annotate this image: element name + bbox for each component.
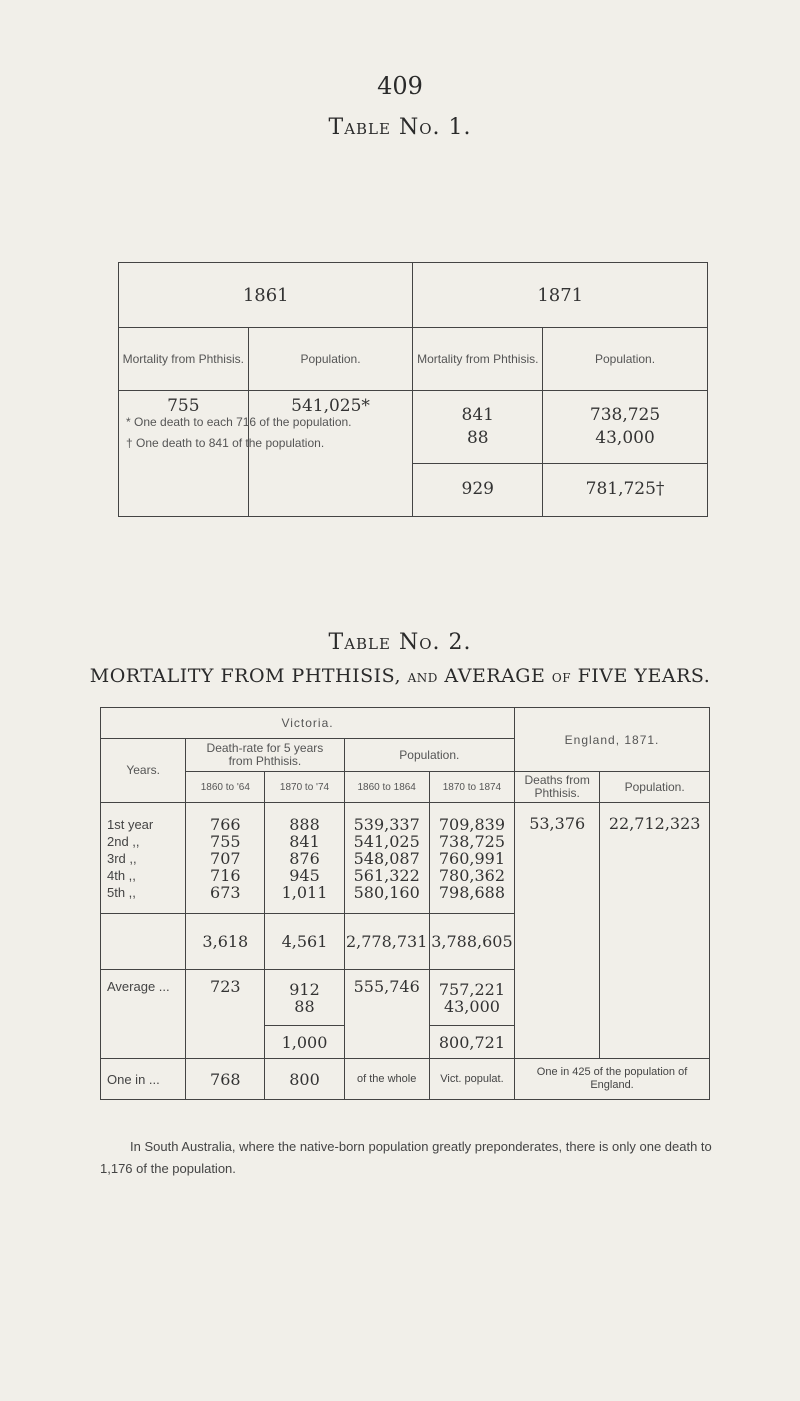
- mortality-total-1871: 929: [413, 463, 543, 516]
- deathrate-1860-64: 766 755 707 716 673: [186, 803, 265, 914]
- england-header: England, 1871.: [515, 708, 710, 772]
- subtitle-part: OF: [551, 671, 572, 685]
- population-1871: 738,725 43,000: [543, 391, 708, 464]
- average-deathrate-1870-74: 912 88: [265, 970, 344, 1026]
- col-mortality-1871: Mortality from Phthisis.: [413, 328, 543, 391]
- col-population-1861: Population.: [248, 328, 413, 391]
- footnote-2: † One death to 841 of the population.: [126, 436, 325, 450]
- deathrate-1870-74: 888 841 876 945 1,011: [265, 803, 344, 914]
- population-total-1871: 781,725†: [543, 463, 708, 516]
- england-deaths: 53,376: [515, 803, 600, 1059]
- total-deathrate-1860-64: 3,618: [186, 914, 265, 970]
- subheader-1870-1874: 1870 to 1874: [429, 772, 514, 803]
- total-deathrate-1870-74: 4,561: [265, 914, 344, 970]
- empty-cell: [119, 463, 249, 516]
- deathrate-header: Death-rate for 5 years from Phthisis.: [186, 739, 344, 772]
- subtitle-part: MORTALITY FROM PHTHISIS,: [89, 665, 408, 687]
- footnotes: [126, 412, 352, 454]
- mortality-1861: 755: [119, 391, 249, 464]
- total-population-1870-74: 3,788,605: [429, 914, 514, 970]
- years-header: Years.: [101, 739, 186, 803]
- footnote-1: * One death to each 716 of the population.: [126, 415, 352, 429]
- col-population-1871: Population.: [543, 328, 708, 391]
- table-2: [100, 707, 710, 1100]
- subtitle-part: AVERAGE: [437, 665, 552, 687]
- population-1860-64: 539,337 541,025 548,087 561,322 580,160: [344, 803, 429, 914]
- col-mortality-1861: Mortality from Phthisis.: [119, 328, 249, 391]
- subheader-1870-74: 1870 to '74: [265, 772, 344, 803]
- population-header: Population.: [344, 739, 515, 772]
- total-population-1860-64: 2,778,731: [344, 914, 429, 970]
- one-in-deathrate-1870-74: 800: [265, 1059, 344, 1100]
- one-in-population-b: Vict. populat.: [429, 1059, 514, 1100]
- combined-population-1870-74: 800,721: [429, 1026, 514, 1059]
- average-deathrate-1860-64: 723: [186, 970, 265, 1059]
- page-number: 409: [377, 72, 423, 100]
- one-in-deathrate-1860-64: 768: [186, 1059, 265, 1100]
- year-labels: 1st year 2nd ,, 3rd ,, 4th ,, 5th ,,: [101, 803, 186, 914]
- table-2-title: Table No. 2.: [328, 630, 472, 655]
- population-1870-74: 709,839 738,725 760,991 780,362 798,688: [429, 803, 514, 914]
- table-2-subtitle: [0, 665, 800, 687]
- victoria-header: Victoria.: [101, 708, 515, 739]
- subtitle-part: AND: [407, 671, 438, 685]
- subheader-1860-64: 1860 to '64: [186, 772, 265, 803]
- average-label: Average ...: [101, 970, 186, 1059]
- year-1861: 1861: [119, 263, 413, 328]
- population-1861: 541,025*: [248, 391, 413, 464]
- empty-cell: [101, 914, 186, 970]
- subheader-1860-1864: 1860 to 1864: [344, 772, 429, 803]
- one-in-label: One in ...: [101, 1059, 186, 1100]
- average-population-1860-64: 555,746: [344, 970, 429, 1059]
- combined-deathrate-1870-74: 1,000: [265, 1026, 344, 1059]
- average-population-1870-74: 757,221 43,000: [429, 970, 514, 1026]
- year-1871: 1871: [413, 263, 708, 328]
- closing-paragraph: In South Australia, where the native-born population greatly preponderates, there is only one death to 1,176 of the population.: [100, 1139, 712, 1176]
- subtitle-part: FIVE YEARS.: [571, 665, 711, 687]
- table-1: [118, 262, 708, 517]
- mortality-1871: 841 88: [413, 391, 543, 464]
- one-in-population-a: of the whole: [344, 1059, 429, 1100]
- england-one-in: One in 425 of the population of England.: [515, 1059, 710, 1100]
- england-population: 22,712,323: [600, 803, 710, 1059]
- empty-cell: [248, 463, 413, 516]
- england-population-header: Population.: [600, 772, 710, 803]
- table-1-title: Table No. 1.: [328, 115, 472, 140]
- england-deaths-header: Deaths from Phthisis.: [515, 772, 600, 803]
